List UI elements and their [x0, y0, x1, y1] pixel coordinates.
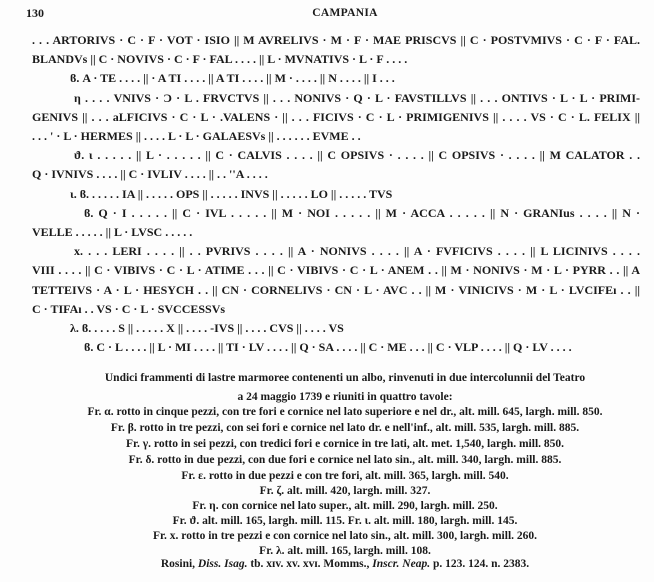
running-title: CAMPANIA	[312, 7, 378, 19]
inscription-line: BLANDVs || C · NOVIVS · C · F · FAL . . . . || L · MVNATIVS · L · F . . . .	[32, 52, 408, 67]
description-line: Fr. ε. rotto in due pezzi e con tre fori, alt. mill. 365, largh. mill. 540.	[181, 470, 509, 482]
description-line: Fr. x. rotto in tre pezzi e con cornice nel lato sin., alt. mill. 300, largh. mill. 260.	[152, 530, 538, 542]
inscription-line: C · TIFAı . . VS · C · L · SVCCESSVs	[32, 301, 226, 316]
description-line: Fr. γ. rotto in sei pezzi, con tredici fori e cornice in tre lati, alt. met. 1,540, largh. mill. 850.	[125, 438, 565, 450]
inscription-line: η . . . . VNIVS · Ͻ · L . FRVCTVS || . . . NONIVS · Q · L · FAVSTILLVS || . . . ONTIVS · L · L · PRIMI-	[74, 90, 640, 105]
description-line: Undici frammenti di lastre marmoree contenenti un albo, rinvenuti in due intercolunnii del Teatro	[104, 372, 586, 384]
description-line: Fr. η. con cornice nel lato super., alt. mill. 290, largh. mill. 250.	[192, 500, 498, 512]
inscription-line: Q · IVNIVS . . . . || C · IVLIV . . . . || . . ''A . . . .	[32, 167, 268, 182]
description-line: Fr. β. rotto in tre pezzi, con sei fori e cornice nel lato dr. e nell'inf., alt. mill. 535, largh. mill. 885.	[110, 422, 580, 434]
description-line: Fr. δ. rotto in due pezzi, con due fori e cornice nel lato sin., alt. mill. 340, largh. mill. 885.	[128, 454, 562, 466]
inscription-line: ϐ. C · L . . . . || L · MI . . . . || TI · LV . . . . || Q · SA . . . . || C · ME . . . || C · VLP . . . . || Q · LV . . . .	[84, 340, 572, 355]
inscription-line: GENIVS || . . . aLFICIVS · C · L · .VALENS · || . . . FICIVS · C · L · PRIMIGENIVS || . . . . VS · C · L. FELIX ||	[32, 109, 640, 124]
inscription-line: VELLE . . . . . || L · LVSC . . . . .	[32, 225, 193, 239]
inscription-line: TETTEIVS · A · L · HESYCH . . || CN · CORNELIVS · CN · L · AVC . . || M · VINICIVS · M · L · LVCIFEı . . ||	[32, 282, 640, 297]
page-number: 130	[26, 6, 44, 20]
description-line: Fr. λ. alt. mill. 165, largh. mill. 108.	[259, 545, 431, 557]
inscription-line: . . . ARTORIVS · C · F · VOT · ISIO || M AVRELIVS · M · F · MAE PRISCVS || C · POSTVMIVS · C · F · FAL.	[32, 33, 640, 47]
citation: Rosini, Diss. Isag. tb. xɪv. xv. xvɪ. Momms., Inscr. Neap. p. 123. 124. n. 2383.	[160, 558, 530, 570]
inscription-line: ι. ϐ. . . . . . IA || . . . . . OPS || . . . . . INVS || . . . . . LO || . . . . . TVS	[70, 186, 393, 201]
description-line: a 24 maggio 1739 e riuniti in quattro tavole:	[237, 391, 453, 403]
inscription-line: ϐ. A · TE . . . . || · A TI . . . . || A TI . . . . || M · . . . . || N . . . . || I . . .	[70, 71, 395, 86]
inscription-line: x. . . . LERI . . . . || . . PVRIVS . . . . || A · NONIVS . . . . || A · FVFICIVS . . . . || L LICINIVS . . . .	[74, 244, 640, 259]
description-line: Fr. α. rotto in cinque pezzi, con tre fori e cornice nel lato superiore e nel dr., alt. mill. 645, largh. mill. 850.	[87, 406, 603, 418]
inscription-line: ϑ. ι . . . . . || L · . . . . . || C · CALVIS . . . . || C OPSIVS · . . . . || C OPSIVS · . . . . || M CALATOR . .	[74, 148, 640, 163]
description-line: Fr. ϑ. alt. mill. 165, largh. mill. 115. Fr. ι. alt. mill. 180, largh. mill. 145.	[172, 515, 518, 527]
inscription-line: VIII . . . . || C · VIBIVS · C · L · ATIME . . . || C · VIBIVS · C · L · ANEM . . || M · NONIVS · M · L · PYRR . . || A	[32, 263, 640, 278]
inscription-line: λ. ϐ. . . . . S || . . . . . X || . . . . -IVS || . . . . CVS || . . . . VS	[70, 321, 344, 335]
inscription-line: ϐ. Q · I . . . . . || C · IVL . . . . . || M · NOI . . . . . || M · ACCA . . . . . || N · GRANIus . . . . || N ·	[84, 205, 640, 220]
inscription-line: . . . ' · L · HERMES || . . . . L · L · GALAESVs || . . . . . . EVME . .	[32, 129, 361, 143]
description-line: Fr. ζ. alt. mill. 420, largh. mill. 327.	[259, 485, 431, 497]
